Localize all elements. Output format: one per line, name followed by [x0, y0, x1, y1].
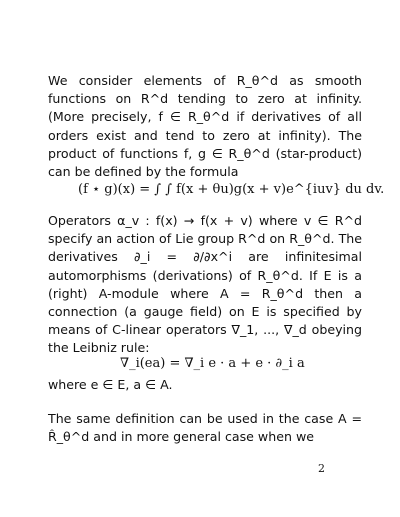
paragraph-1 [48, 72, 362, 181]
paragraph-1-text: We consider elements of R_θ^d as smooth functions on R^d tending to zero at infinity. (More precisely, f ∈ R_θ^d if derivatives of all orders exist and tend to zero at infinity). The product of functions f, g ∈ R_θ^d (star-product) can be defined by the formula [48, 73, 362, 180]
page-number: 2 [318, 462, 325, 475]
formula-leibniz-rule: ∇_i(ea) = ∇_i e · a + e · ∂_i a [120, 356, 305, 371]
formula-2-note [48, 376, 362, 394]
formula-star-product: (f ⋆ g)(x) = ∫ ∫ f(x + θu)g(x + v)e^{iuv} du dv. [78, 182, 385, 197]
paragraph-3 [48, 410, 362, 446]
paragraph-3-text: The same definition can be used in the case A = R̂_θ^d and in more general case when we [48, 411, 362, 445]
paragraph-2 [48, 212, 362, 358]
paragraph-2-text: Operators α_v : f(x) → f(x + v) where v ∈ R^d specify an action of Lie group R^d on R_θ^d. The derivatives ∂_i = ∂/∂x^i are infinitesimal automorphisms (derivations) of R_θ^d. If E is a (right) A-module where A = R_θ^d then a connection (a gauge field) on E is specified by means of C-linear operators ∇_1, ..., ∇_d obeying the Leibniz rule: [48, 213, 362, 356]
formula-2-note-text: where e ∈ E, a ∈ A. [48, 377, 173, 392]
